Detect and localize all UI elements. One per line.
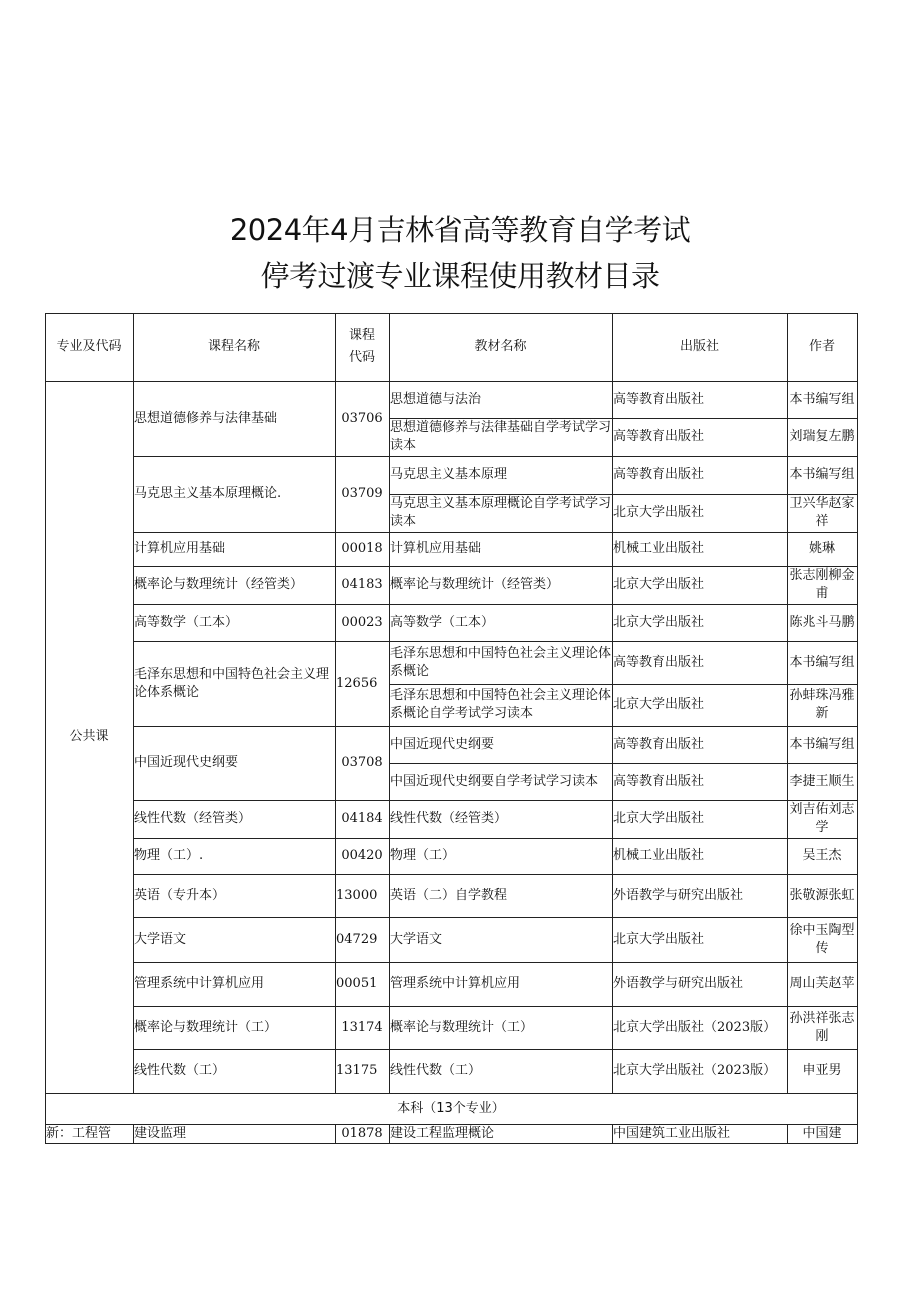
textbook-title-text: 马克思主义基本原理概论自学考试学习读本 [390, 496, 612, 529]
textbook-author-text: 申亚男 [802, 1063, 842, 1078]
section-label [45, 1093, 857, 1124]
textbook-author [787, 604, 857, 641]
last-row-publisher [612, 1124, 787, 1143]
course-code [335, 456, 389, 532]
header-course-name-text: 课程名称 [207, 339, 260, 354]
table-rule [133, 917, 390, 918]
textbook-title [389, 726, 612, 763]
textbook-publisher-text: 机械工业出版社 [613, 541, 705, 556]
textbook-author-text: 本书编写组 [789, 391, 855, 407]
textbook-author [787, 418, 857, 456]
textbook-publisher-text: 北京大学出版社 [613, 577, 705, 592]
textbook-author-text: 孙洪祥张志刚 [789, 1010, 855, 1044]
textbook-title [389, 684, 612, 726]
header-course-code [335, 313, 389, 381]
table-rule [133, 874, 390, 875]
textbook-author [787, 838, 857, 874]
textbook-author-text: 卫兴华赵家祥 [789, 496, 855, 529]
textbook-author [787, 962, 857, 1006]
textbook-title [389, 532, 612, 566]
textbook-publisher [612, 418, 787, 456]
textbook-author-text: 陈兆斗马鹏 [789, 614, 855, 630]
textbook-publisher-text: 北京大学出版社 [613, 614, 705, 630]
course-code-text: 00051 [336, 976, 378, 991]
course-name [133, 1049, 335, 1093]
last-row-code-text: 01878 [341, 1125, 383, 1141]
course-name-text: 英语（专升本） [134, 887, 226, 903]
course-name [133, 874, 335, 917]
last-row-course [133, 1124, 335, 1143]
table-rule [133, 456, 390, 457]
textbook-publisher-text: 外语教学与研究出版社 [613, 976, 744, 991]
last-row-author [787, 1124, 857, 1143]
textbook-author-text: 徐中玉陶型传 [789, 922, 855, 956]
textbook-author-text: 张志刚柳金甫 [789, 568, 855, 601]
course-code-text: 00018 [341, 541, 383, 556]
textbook-title-text: 概率论与数理统计（经管类） [390, 577, 560, 592]
header-author-text: 作者 [808, 339, 835, 354]
course-code-text: 03706 [341, 410, 383, 426]
textbook-publisher-text: 北京大学出版社（2023版） [613, 1063, 777, 1078]
last-row-major-text: 新：工程管 [46, 1125, 112, 1141]
textbook-author-text: 姚琳 [808, 541, 835, 556]
course-name-text: 中国近现代史纲要 [134, 755, 239, 770]
textbook-title-text: 计算机应用基础 [390, 541, 482, 556]
textbook-title-text: 概率论与数理统计（工） [390, 1019, 534, 1035]
course-name [133, 381, 335, 456]
course-code [335, 726, 389, 800]
table-rule [133, 1049, 390, 1050]
textbook-author [787, 874, 857, 917]
textbook-publisher [612, 874, 787, 917]
textbook-title-text: 中国近现代史纲要自学考试学习读本 [390, 773, 599, 789]
course-name [133, 641, 335, 726]
textbook-title [389, 381, 612, 418]
last-row-publisher-text: 中国建筑工业出版社 [613, 1125, 731, 1141]
course-code [335, 874, 389, 917]
course-code-text: 13175 [336, 1063, 378, 1078]
table-rule [133, 726, 390, 727]
textbook-title-text: 大学语文 [390, 931, 443, 947]
textbook-title [389, 1006, 612, 1049]
course-code-text: 00023 [341, 614, 383, 630]
textbook-author [787, 566, 857, 604]
course-name-text: 概率论与数理统计（工） [134, 1019, 278, 1035]
header-publisher-text: 出版社 [679, 339, 719, 354]
table-rule [133, 1124, 134, 1144]
course-code-text: 04729 [336, 931, 378, 947]
textbook-publisher-text: 高等教育出版社 [613, 654, 705, 670]
course-code [335, 800, 389, 838]
table-rule [133, 838, 390, 839]
course-name-text: 物理（工）. [134, 848, 204, 863]
textbook-author-text: 本书编写组 [789, 654, 855, 670]
textbook-publisher [612, 566, 787, 604]
course-name [133, 456, 335, 532]
table-rule [335, 1124, 336, 1144]
textbook-title-text: 线性代数（经管类） [390, 811, 508, 826]
table-rule [133, 962, 390, 963]
textbook-author [787, 800, 857, 838]
course-code [335, 1006, 389, 1049]
textbook-title-text: 线性代数（工） [390, 1063, 482, 1078]
textbook-title [389, 763, 612, 800]
course-code-text: 12656 [336, 675, 378, 691]
textbook-title [389, 604, 612, 641]
course-name-text: 思想道德修养与法律基础 [134, 410, 278, 426]
table-rule [45, 1093, 858, 1094]
textbook-title [389, 874, 612, 917]
textbook-publisher [612, 604, 787, 641]
course-name-text: 计算机应用基础 [134, 541, 226, 556]
textbook-publisher [612, 1006, 787, 1049]
textbook-author-text: 张敬源张虹 [789, 887, 855, 903]
header-textbook [389, 313, 612, 381]
course-code-text: 03709 [341, 486, 383, 501]
textbook-author [787, 641, 857, 684]
textbook-publisher [612, 494, 787, 532]
textbook-publisher [612, 381, 787, 418]
course-code [335, 641, 389, 726]
textbook-title [389, 962, 612, 1006]
document-title-line2: 停考过渡专业课程使用教材目录 [260, 259, 660, 293]
textbook-title-text: 毛泽东思想和中国特色社会主义理论体系概论 [390, 645, 612, 679]
table-rule [45, 1143, 858, 1144]
course-name [133, 800, 335, 838]
textbook-publisher [612, 800, 787, 838]
last-row-textbook [389, 1124, 612, 1143]
textbook-title [389, 1049, 612, 1093]
course-code [335, 532, 389, 566]
textbook-title-text: 高等数学（工本） [390, 614, 495, 630]
table-rule [787, 1124, 788, 1144]
last-row-course-text: 建设监理 [134, 1125, 187, 1141]
course-name-text: 高等数学（工本） [134, 614, 239, 630]
textbook-title-text: 管理系统中计算机应用 [390, 976, 521, 991]
table-rule [389, 1124, 390, 1144]
table-rule [857, 313, 858, 1144]
table-rule [133, 532, 390, 533]
course-name-text: 管理系统中计算机应用 [134, 976, 265, 991]
textbook-publisher-text: 高等教育出版社 [613, 773, 705, 789]
textbook-title [389, 456, 612, 494]
textbook-author [787, 684, 857, 726]
textbook-author-text: 吴王杰 [802, 848, 842, 863]
table-rule [45, 313, 46, 1144]
textbook-publisher-text: 北京大学出版社 [613, 931, 705, 947]
textbook-title-text: 物理（工） [390, 848, 456, 863]
textbook-publisher-text: 外语教学与研究出版社 [613, 887, 744, 903]
textbook-author [787, 381, 857, 418]
textbook-publisher [612, 456, 787, 494]
table-rule [335, 313, 336, 1093]
textbook-author-text: 孙蚌珠冯雅新 [789, 688, 855, 721]
textbook-title-text: 中国近现代史纲要 [390, 736, 495, 752]
textbook-publisher [612, 726, 787, 763]
course-name [133, 1006, 335, 1049]
textbook-author [787, 726, 857, 763]
textbook-title [389, 566, 612, 604]
table-rule [45, 1124, 858, 1125]
table-rule [133, 641, 390, 642]
textbook-author [787, 456, 857, 494]
course-name-text: 线性代数（经管类） [134, 811, 252, 826]
textbook-publisher [612, 641, 787, 684]
course-code-text: 13174 [341, 1019, 383, 1035]
textbook-title-text: 毛泽东思想和中国特色社会主义理论体系概论自学考试学习读本 [390, 688, 612, 721]
textbook-author [787, 494, 857, 532]
textbook-publisher [612, 962, 787, 1006]
textbook-publisher-text: 北京大学出版社 [613, 505, 705, 520]
textbook-author-text: 本书编写组 [789, 467, 855, 482]
group-label [45, 381, 133, 1093]
textbook-publisher-text: 高等教育出版社 [613, 391, 705, 407]
table-rule [612, 313, 613, 1093]
textbook-publisher-text: 北京大学出版社 [613, 811, 705, 826]
table-rule [133, 800, 390, 801]
textbook-author [787, 763, 857, 800]
textbook-publisher-text: 机械工业出版社 [613, 848, 705, 863]
course-code [335, 566, 389, 604]
textbook-author [787, 532, 857, 566]
textbook-title-text: 思想道德与法治 [390, 391, 482, 407]
course-name [133, 917, 335, 962]
course-code-text: 03708 [341, 755, 383, 770]
header-textbook-text: 教材名称 [474, 339, 527, 354]
header-author [787, 313, 857, 381]
course-name-text: 大学语文 [134, 931, 187, 947]
last-row-code [335, 1124, 389, 1143]
textbook-title [389, 838, 612, 874]
course-code [335, 917, 389, 962]
textbook-publisher [612, 763, 787, 800]
textbook-title [389, 641, 612, 684]
textbook-title-text: 英语（二）自学教程 [390, 887, 508, 903]
textbook-author-text: 本书编写组 [789, 736, 855, 752]
textbook-author-text: 刘瑞复左鹏 [789, 429, 855, 444]
course-name-text: 毛泽东思想和中国特色社会主义理论体系概论 [134, 666, 330, 700]
textbook-author-text: 周山芙赵苹 [789, 976, 855, 991]
textbook-author-text: 李捷王顺生 [789, 773, 855, 789]
textbook-title [389, 494, 612, 532]
table-rule [612, 1124, 613, 1144]
textbook-publisher-text: 高等教育出版社 [613, 429, 705, 444]
last-row-author-text: 中国建 [802, 1125, 842, 1141]
course-code [335, 838, 389, 874]
textbook-title [389, 418, 612, 456]
textbook-publisher [612, 684, 787, 726]
textbook-title [389, 800, 612, 838]
group-label-text: 公共课 [69, 729, 109, 744]
textbook-title-text: 马克思主义基本原理 [390, 467, 508, 482]
textbook-author-text: 刘吉佑刘志学 [789, 802, 855, 835]
header-major-text: 专业及代码 [56, 339, 122, 354]
header-course-code-text: 课程 [348, 328, 375, 343]
course-name [133, 838, 335, 874]
table-rule [133, 604, 390, 605]
textbook-author [787, 1006, 857, 1049]
textbook-publisher [612, 1049, 787, 1093]
course-name [133, 604, 335, 641]
table-rule [133, 566, 390, 567]
textbook-author [787, 917, 857, 962]
last-row-textbook-text: 建设工程监理概论 [390, 1125, 495, 1141]
header-major [45, 313, 133, 381]
course-name-text: 马克思主义基本原理概论. [134, 486, 282, 501]
course-name [133, 962, 335, 1006]
textbook-publisher [612, 917, 787, 962]
course-name [133, 532, 335, 566]
course-code-text: 04184 [341, 811, 383, 826]
textbook-title-text: 思想道德修养与法律基础自学考试学习读本 [390, 420, 612, 453]
textbook-publisher [612, 532, 787, 566]
textbook-publisher [612, 838, 787, 874]
document-title-line1: 2024年4月吉林省高等教育自学考试 [229, 213, 691, 247]
course-code [335, 1049, 389, 1093]
section-label-text: 本科（13个专业） [397, 1100, 505, 1116]
textbook-publisher-text: 北京大学出版社（2023版） [613, 1019, 777, 1035]
course-code [335, 604, 389, 641]
header-course-name [133, 313, 335, 381]
course-name [133, 566, 335, 604]
course-code [335, 381, 389, 456]
table-rule [133, 313, 134, 1093]
textbook-publisher-text: 高等教育出版社 [613, 736, 705, 752]
course-name-text: 线性代数（工） [134, 1063, 226, 1078]
header-course-code-text: 代码 [348, 350, 375, 365]
table-rule [787, 313, 788, 1093]
course-code-text: 04183 [341, 577, 383, 592]
course-name [133, 726, 335, 800]
table-rule [45, 313, 858, 314]
table-rule [133, 1006, 390, 1007]
table-rule [389, 313, 390, 1093]
course-code-text: 13000 [336, 887, 378, 903]
table-rule [133, 381, 390, 382]
course-code-text: 00420 [341, 848, 383, 863]
header-publisher [612, 313, 787, 381]
textbook-publisher-text: 高等教育出版社 [613, 467, 705, 482]
textbook-author [787, 1049, 857, 1093]
last-row-major [45, 1124, 133, 1143]
course-name-text: 概率论与数理统计（经管类） [134, 577, 304, 592]
textbook-title [389, 917, 612, 962]
textbook-publisher-text: 北京大学出版社 [613, 697, 705, 712]
course-code [335, 962, 389, 1006]
